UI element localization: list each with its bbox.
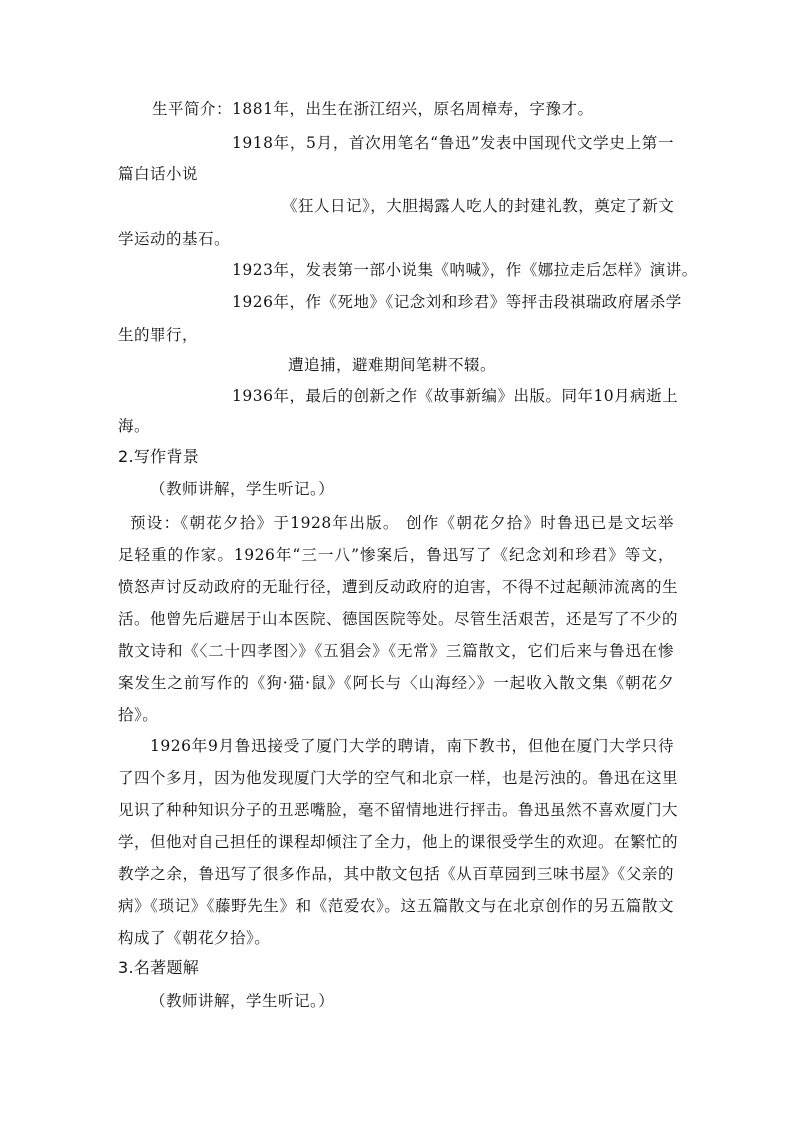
bio-line-5: 学运动的基石。 [118, 230, 231, 248]
paragraph-line: 学，但他对自己担任的课程却倾注了全力，他上的课很受学生的欢迎。在繁忙的 [118, 833, 679, 851]
bio-line-6: 1923年，发表第一部小说集《呐喊》，作《娜拉走后怎样》演讲。 [232, 261, 698, 279]
bio-line-11: 海。 [118, 417, 151, 435]
paragraph-line: 病》《琐记》《藤野先生》和《范爱农》。这五篇散文与在北京创作的另五篇散文 [118, 897, 674, 915]
bio-line-8: 生的罪行， [118, 326, 199, 344]
section3-note: （教师讲解，学生听记。） [150, 992, 335, 1010]
bio-line-4: 《狂人日记》，大胆揭露人吃人的封建礼教，奠定了新文 [282, 197, 675, 215]
section2-note: （教师讲解，学生听记。） [150, 480, 335, 498]
bio-line-3: 篇白话小说 [118, 165, 199, 183]
paragraph-line: 拾》。 [118, 706, 159, 724]
paragraph-line: 见识了种种知识分子的丑恶嘴脸，毫不留情地进行抨击。鲁迅虽然不喜欢厦门大 [118, 801, 679, 819]
paragraph-line: 活。他曾先后避居于山本医院、德国医院等处。尽管生活艰苦，还是写了不少的 [118, 610, 679, 628]
bio-line-9: 遭追捕，避难期间笔耕不辍。 [288, 356, 497, 374]
paragraph-line: 构成了《朝花夕拾》。 [118, 929, 271, 947]
paragraph-line: 预设：《朝花夕拾》于1928年出版。 创作《朝花夕拾》时鲁迅已是文坛举 [130, 514, 674, 532]
bio-line-2: 1918年，5月，首次用笔名“鲁迅”发表中国现代文学史上第一 [232, 134, 674, 152]
section-heading-writing-background: 2.写作背景 [118, 447, 200, 466]
paragraph-line: 愤怒声讨反动政府的无耻行径，遭到反动政府的迫害，不得不过起颠沛流离的生 [118, 578, 679, 596]
paragraph-line: 1926年9月鲁迅接受了厦门大学的聘请，南下教书，但他在厦门大学只待 [150, 737, 674, 755]
bio-line-10: 1936年，最后的创新之作《故事新编》出版。同年10月病逝上 [232, 387, 679, 405]
bio-line-7: 1926年，作《死地》《记念刘和珍君》等抨击段祺瑞政府屠杀学 [232, 293, 682, 311]
paragraph-line: 足轻重的作家。1926年“三一八”惨案后，鲁迅写了《纪念刘和珍君》等文， [118, 546, 674, 564]
paragraph-line: 散文诗和《〈二十四孝图〉》《五猖会》《无常》三篇散文，它们后来与鲁迅在惨 [118, 642, 674, 660]
bio-line-1: 生平简介：1881年，出生在浙江绍兴，原名周樟寿，字豫才。 [152, 100, 594, 118]
section-heading-title-explanation: 3.名著题解 [118, 958, 200, 977]
paragraph-line: 案发生之前写作的《狗·猫·鼠》《阿长与〈山海经〉》一起收入散文集《朝花夕 [118, 674, 674, 692]
paragraph-line: 教学之余，鲁迅写了很多作品，其中散文包括《从百草园到三味书屋》《父亲的 [118, 865, 674, 883]
paragraph-line: 了四个多月，因为他发现厦门大学的空气和北京一样，也是污浊的。鲁迅在这里 [118, 769, 679, 787]
